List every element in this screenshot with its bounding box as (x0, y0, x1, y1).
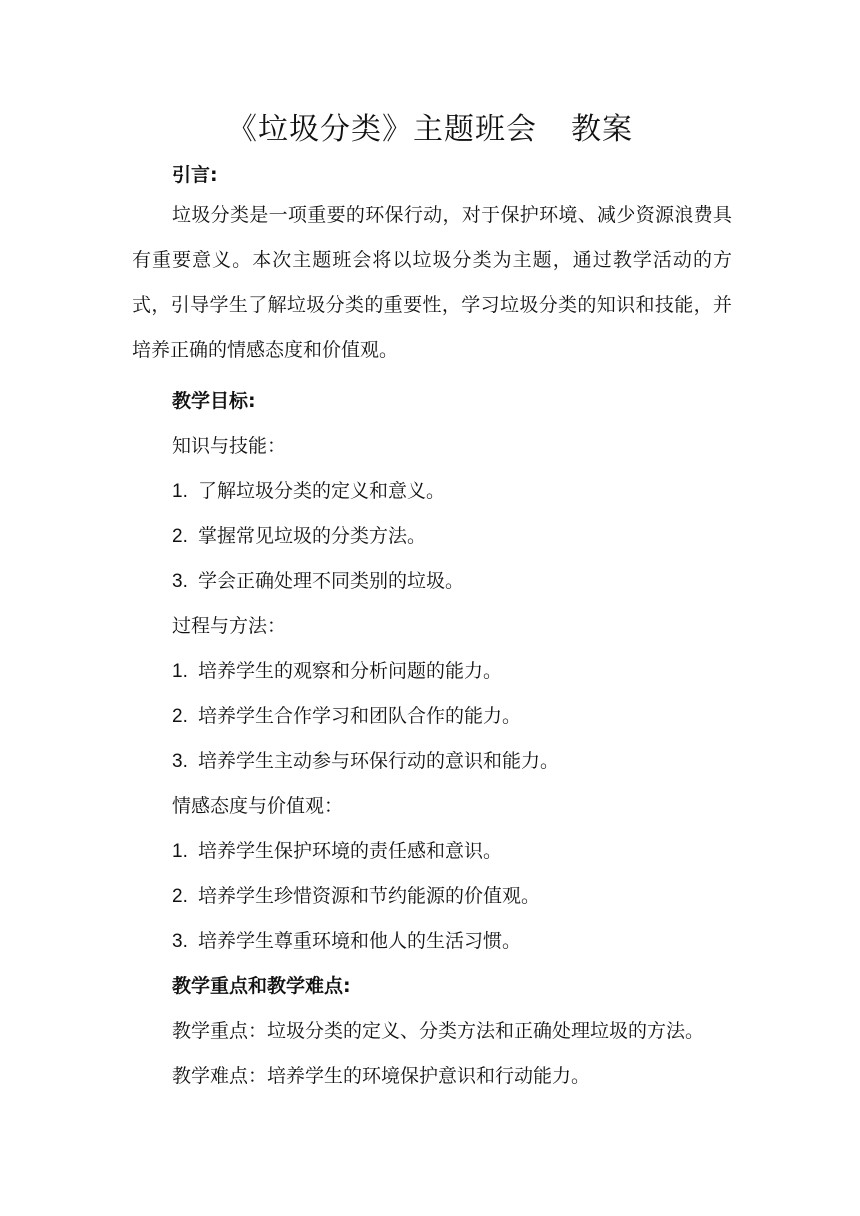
list-item-text: 掌握常见垃圾的分类方法。 (198, 525, 427, 547)
list-item-number: 1. (172, 481, 188, 502)
knowledge-label: 知识与技能： (172, 435, 287, 457)
list-item (172, 701, 521, 728)
intro-heading: 引言: (172, 164, 218, 186)
list-item-number: 2. (172, 526, 188, 547)
list-item (172, 476, 445, 503)
list-item-number: 2. (172, 886, 188, 907)
list-item (172, 881, 540, 908)
difficulty-line: 教学难点：培养学生的环境保护意识和行动能力。 (172, 1065, 591, 1087)
key-point-line: 教学重点：垃圾分类的定义、分类方法和正确处理垃圾的方法。 (172, 1020, 705, 1042)
list-item-number: 1. (172, 661, 188, 682)
list-item (172, 746, 559, 773)
list-item-text: 学会正确处理不同类别的垃圾。 (198, 570, 465, 592)
emotion-label: 情感态度与价值观： (172, 795, 344, 817)
title-main: 《垃圾分类》主题班会 (227, 112, 537, 147)
list-item (172, 836, 502, 863)
title-tail: 教案 (571, 112, 633, 147)
focus-heading: 教学重点和教学难点: (172, 975, 351, 997)
objectives-heading: 教学目标: (172, 390, 256, 412)
list-item-number: 3. (172, 931, 188, 952)
process-label: 过程与方法： (172, 615, 287, 637)
list-item (172, 566, 464, 593)
list-item-text: 培养学生保护环境的责任感和意识。 (198, 840, 503, 862)
list-item-number: 3. (172, 751, 188, 772)
list-item (172, 521, 426, 548)
list-item-number: 1. (172, 841, 188, 862)
list-item-text: 培养学生合作学习和团队合作的能力。 (198, 705, 522, 727)
list-item-number: 2. (172, 706, 188, 727)
list-item (172, 656, 502, 683)
list-item (172, 926, 521, 953)
list-item-text: 培养学生尊重环境和他人的生活习惯。 (198, 930, 522, 952)
intro-paragraph: 垃圾分类是一项重要的环保行动，对于保护环境、减少资源浪费具有重要意义。本次主题班会将以垃圾分类为主题，通过教学活动的方式，引导学生了解垃圾分类的重要性，学习垃圾分类的知识和技能，并培养正确的情感态度和价值观。 (132, 204, 732, 361)
list-item-text: 了解垃圾分类的定义和意义。 (198, 480, 446, 502)
list-item-text: 培养学生的观察和分析问题的能力。 (198, 660, 503, 682)
list-item-text: 培养学生主动参与环保行动的意识和能力。 (198, 750, 560, 772)
document-title (0, 104, 860, 148)
list-item-text: 培养学生珍惜资源和节约能源的价值观。 (198, 885, 541, 907)
list-item-number: 3. (172, 571, 188, 592)
